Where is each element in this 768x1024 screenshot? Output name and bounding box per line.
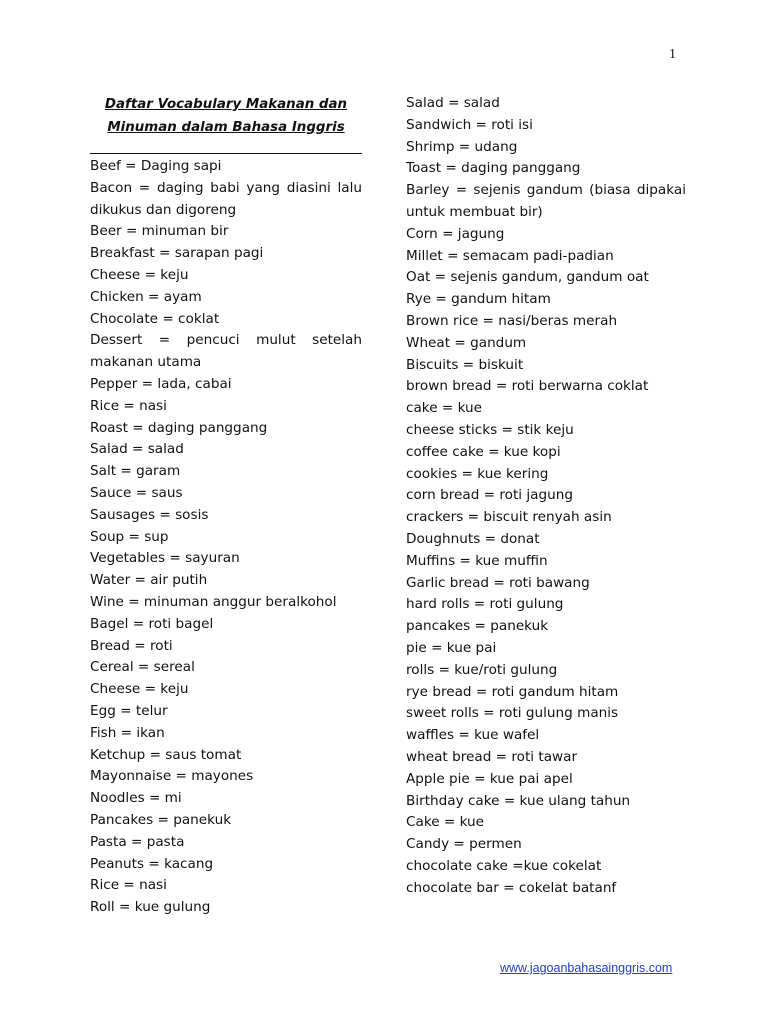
vocabulary-entry: Cake = kue bbox=[406, 814, 485, 831]
vocabulary-entry: Biscuits = biskuit bbox=[406, 356, 524, 373]
vocabulary-entry: Bagel = roti bagel bbox=[90, 615, 214, 632]
vocabulary-entry: Pasta = pasta bbox=[90, 833, 185, 850]
vocabulary-entry: Sausages = sosis bbox=[90, 506, 209, 523]
left-column bbox=[90, 93, 362, 919]
vocabulary-entry: Doughnuts = donat bbox=[406, 530, 540, 547]
vocabulary-entry: waffles = kue wafel bbox=[406, 727, 540, 744]
vocabulary-entry: Sauce = saus bbox=[90, 484, 183, 501]
vocabulary-entry: Salad = salad bbox=[406, 95, 500, 111]
vocabulary-entry: Wheat = gandum bbox=[406, 334, 527, 351]
vocabulary-entry: Birthday cake = kue ulang tahun bbox=[406, 792, 631, 809]
vocabulary-entry: Soup = sup bbox=[90, 528, 169, 545]
page-number: 1 bbox=[669, 47, 676, 62]
vocabulary-entry: rye bread = roti gandum hitam bbox=[406, 683, 619, 700]
title-divider bbox=[90, 153, 362, 154]
vocabulary-entry: crackers = biscuit renyah asin bbox=[406, 509, 612, 526]
vocabulary-entry: corn bread = roti jagung bbox=[406, 487, 573, 504]
vocabulary-entry: Fish = ikan bbox=[90, 724, 165, 741]
vocabulary-entry: Beef = Daging sapi bbox=[90, 158, 222, 174]
vocabulary-entry: Cheese = keju bbox=[90, 681, 189, 698]
vocabulary-entry: chocolate cake =kue cokelat bbox=[406, 857, 602, 874]
vocabulary-entry: Salad = salad bbox=[90, 441, 184, 458]
vocabulary-entry: hard rolls = roti gulung bbox=[406, 596, 564, 613]
vocabulary-entry: sweet rolls = roti gulung manis bbox=[406, 705, 619, 722]
vocabulary-entry: cheese sticks = stik keju bbox=[406, 421, 574, 438]
right-vocabulary-list bbox=[406, 93, 686, 899]
title-line-1: Daftar Vocabulary Makanan dan bbox=[104, 97, 348, 112]
vocabulary-entry: Roll = kue gulung bbox=[90, 899, 211, 916]
vocabulary-entry: Mayonnaise = mayones bbox=[90, 768, 254, 785]
vocabulary-entry: Bread = roti bbox=[90, 637, 173, 654]
vocabulary-entry: Sandwich = roti isi bbox=[406, 116, 533, 133]
vocabulary-entry: rolls = kue/roti gulung bbox=[406, 661, 558, 678]
vocabulary-entry: Chocolate = coklat bbox=[90, 310, 220, 327]
vocabulary-entry: Corn = jagung bbox=[406, 225, 505, 242]
vocabulary-entry: Peanuts = kacang bbox=[90, 855, 214, 872]
vocabulary-entry: Egg = telur bbox=[90, 702, 168, 719]
footer-website-link[interactable]: www.jagoanbahasainggris.com bbox=[500, 961, 673, 975]
vocabulary-entry: Dessert = pencuci mulut setelah makanan utama bbox=[90, 332, 362, 371]
right-column bbox=[406, 93, 686, 899]
vocabulary-entry: Beer = minuman bir bbox=[90, 223, 229, 240]
vocabulary-entry: cake = kue bbox=[406, 400, 483, 417]
vocabulary-entry: Rye = gandum hitam bbox=[406, 291, 551, 308]
vocabulary-entry: Wine = minuman anggur beralkohol bbox=[90, 593, 337, 610]
vocabulary-entry: Shrimp = udang bbox=[406, 138, 518, 155]
vocabulary-entry: Rice = nasi bbox=[90, 397, 167, 414]
vocabulary-entry: Breakfast = sarapan pagi bbox=[90, 245, 264, 262]
vocabulary-entry: pie = kue pai bbox=[406, 639, 497, 656]
vocabulary-entry: chocolate bar = cokelat batanf bbox=[406, 879, 617, 896]
vocabulary-entry: Ketchup = saus tomat bbox=[90, 746, 242, 763]
vocabulary-entry: cookies = kue kering bbox=[406, 465, 549, 482]
vocabulary-entry: Candy = permen bbox=[406, 836, 522, 853]
left-vocabulary-list bbox=[90, 156, 362, 919]
vocabulary-entry: Muffins = kue muffin bbox=[406, 552, 548, 569]
vocabulary-entry: Oat = sejenis gandum, gandum oat bbox=[406, 269, 649, 286]
vocabulary-entry: coffee cake = kue kopi bbox=[406, 443, 561, 460]
vocabulary-entry: Chicken = ayam bbox=[90, 288, 202, 305]
vocabulary-entry: Millet = semacam padi-padian bbox=[406, 247, 614, 264]
vocabulary-entry: Toast = daging panggang bbox=[406, 160, 581, 177]
vocabulary-entry: Garlic bread = roti bawang bbox=[406, 574, 590, 591]
vocabulary-entry: Pancakes = panekuk bbox=[90, 811, 232, 828]
vocabulary-entry: Roast = daging panggang bbox=[90, 419, 268, 436]
vocabulary-entry: Brown rice = nasi/beras merah bbox=[406, 312, 618, 329]
title-line-2: Minuman dalam Bahasa Inggris bbox=[107, 120, 345, 135]
vocabulary-entry: Water = air putih bbox=[90, 572, 208, 589]
vocabulary-entry: wheat bread = roti tawar bbox=[406, 748, 578, 765]
vocabulary-entry: pancakes = panekuk bbox=[406, 618, 549, 635]
vocabulary-entry: Cereal = sereal bbox=[90, 659, 195, 676]
vocabulary-entry: brown bread = roti berwarna coklat bbox=[406, 378, 649, 395]
vocabulary-entry: Barley = sejenis gandum (biasa dipakai untuk membuat bir) bbox=[406, 182, 686, 220]
vocabulary-entry: Noodles = mi bbox=[90, 790, 182, 807]
vocabulary-entry: Bacon = daging babi yang diasini lalu dikukus dan digoreng bbox=[90, 179, 362, 218]
vocabulary-entry: Salt = garam bbox=[90, 463, 181, 480]
document-title bbox=[90, 93, 362, 139]
vocabulary-entry: Cheese = keju bbox=[90, 266, 189, 283]
vocabulary-entry: Vegetables = sayuran bbox=[90, 550, 240, 567]
vocabulary-entry: Rice = nasi bbox=[90, 877, 167, 894]
vocabulary-entry: Apple pie = kue pai apel bbox=[406, 770, 573, 787]
vocabulary-entry: Pepper = lada, cabai bbox=[90, 375, 232, 392]
